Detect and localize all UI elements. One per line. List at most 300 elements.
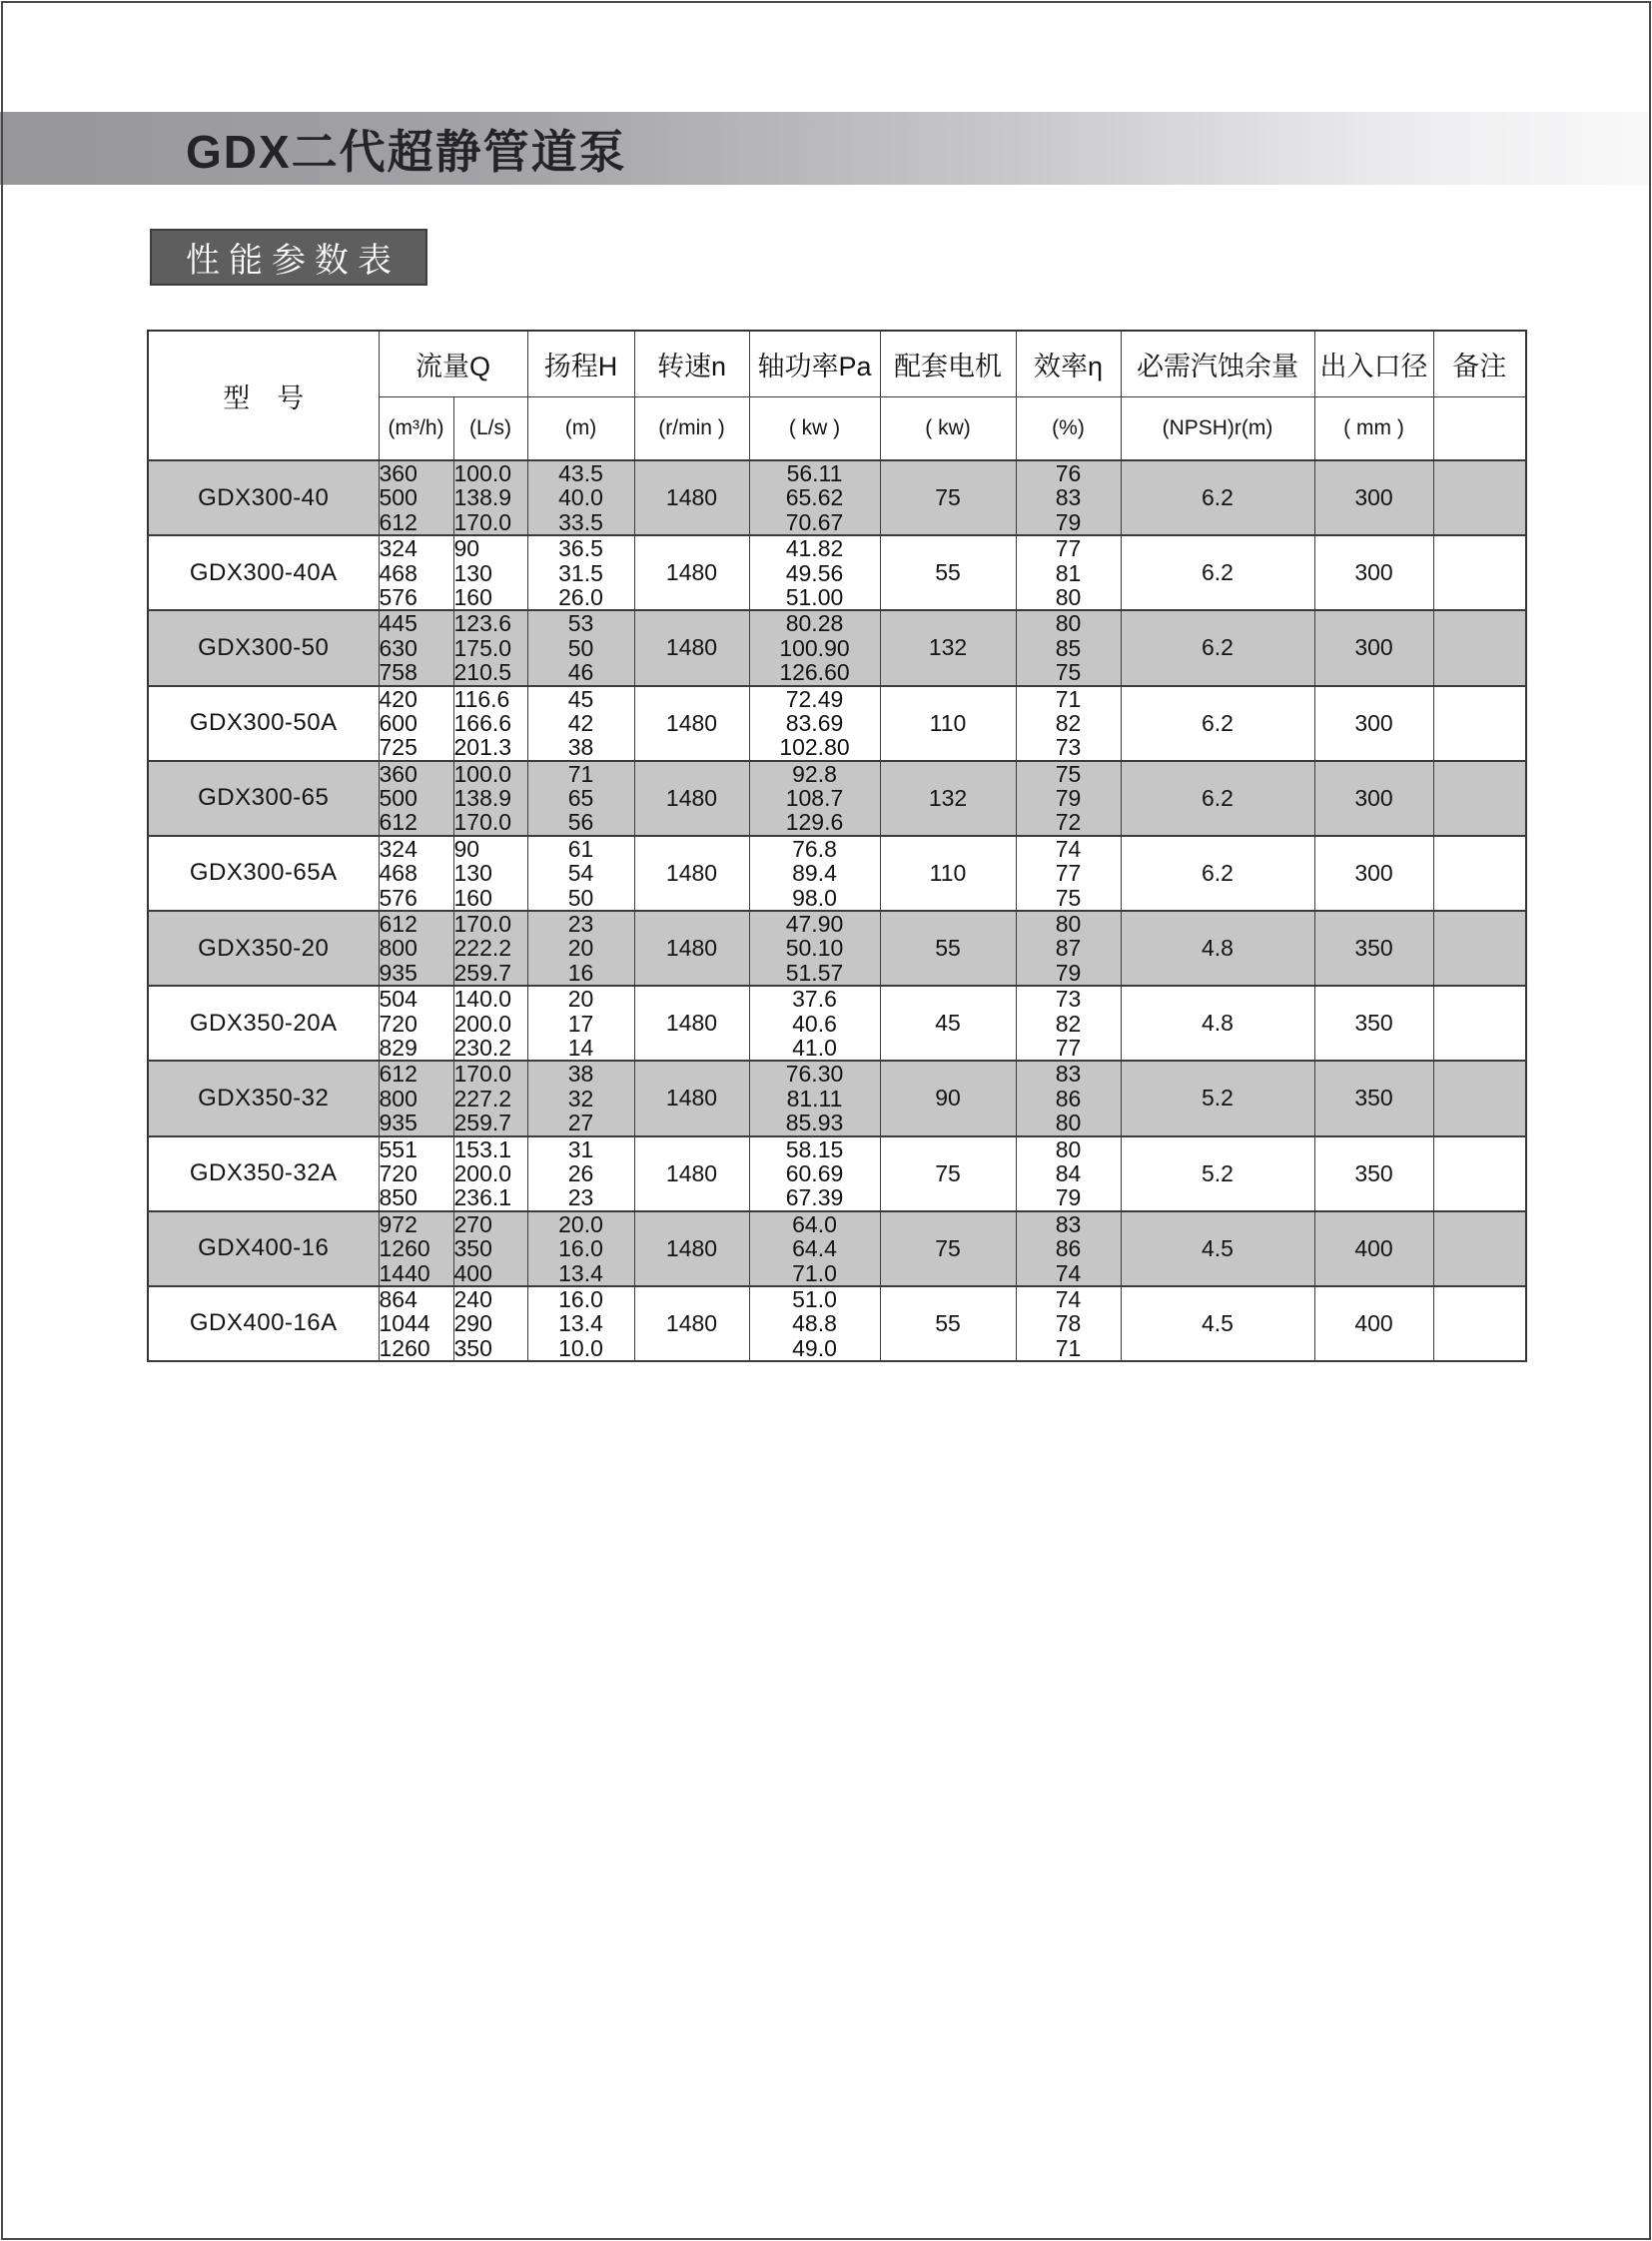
cell-value-line: 76 <box>1055 460 1082 486</box>
head-cell <box>527 911 634 986</box>
remark-cell <box>1433 686 1526 761</box>
unit-power: ( kw ) <box>749 396 880 460</box>
cell-value-line: 60.69 <box>785 1159 844 1186</box>
motor-cell: 45 <box>880 986 1016 1061</box>
table-row <box>148 836 1526 911</box>
diameter-cell: 300 <box>1314 761 1433 836</box>
cell-value-line: 576 <box>379 583 417 610</box>
cell-value-line: 83 <box>1055 1061 1082 1088</box>
cell-value-line: 935 <box>379 959 417 986</box>
flow-ls-cell <box>453 1136 527 1211</box>
npsh-cell: 4.8 <box>1121 911 1314 986</box>
cell-value-line: 236.1 <box>453 1184 512 1211</box>
section-label-text: 性能参数表 <box>186 242 401 280</box>
cell-value-line: 79 <box>1055 959 1082 986</box>
cell-value-line: 79 <box>1055 1184 1082 1211</box>
npsh-cell: 5.2 <box>1121 1061 1314 1135</box>
cell-value-line: 1260 <box>379 1334 430 1361</box>
cell-value-line: 116.6 <box>453 685 510 712</box>
speed-cell: 1480 <box>634 1136 749 1211</box>
cell-value-line: 222.2 <box>453 935 512 962</box>
cell-value-line: 468 <box>379 860 417 887</box>
remark-cell <box>1433 1136 1526 1211</box>
cell-value-line: 201.3 <box>453 734 512 761</box>
cell-value-line: 56.11 <box>786 460 843 486</box>
cell-value-line: 89.4 <box>792 860 837 887</box>
cell-value-line: 87 <box>1055 935 1082 962</box>
cell-value-line: 551 <box>379 1135 417 1162</box>
speed-cell: 1480 <box>634 836 749 911</box>
cell-value-line: 600 <box>379 709 417 736</box>
cell-value-line: 166.6 <box>453 709 512 736</box>
cell-value-line: 56 <box>567 809 594 836</box>
cell-value-line: 38 <box>567 1061 594 1088</box>
cell-value-line: 80.28 <box>785 610 844 637</box>
cell-value-line: 31.5 <box>558 559 603 586</box>
flow-m3h-cell <box>379 761 453 836</box>
efficiency-cell <box>1016 986 1121 1061</box>
remark-cell <box>1433 986 1526 1061</box>
flow-ls-cell <box>453 911 527 986</box>
model-cell: GDX300-40 <box>148 460 379 535</box>
diameter-cell: 400 <box>1314 1286 1433 1361</box>
diameter-cell: 300 <box>1314 686 1433 761</box>
diameter-cell: 350 <box>1314 986 1433 1061</box>
model-cell: GDX300-50A <box>148 686 379 761</box>
cell-value-line: 612 <box>379 809 417 836</box>
cell-value-line: 50 <box>567 884 594 911</box>
motor-cell: 90 <box>880 1061 1016 1135</box>
cell-value-line: 71 <box>567 760 594 787</box>
power-cell <box>749 535 880 610</box>
motor-cell: 55 <box>880 1286 1016 1361</box>
flow-m3h-cell <box>379 535 453 610</box>
cell-value-line: 80 <box>1055 583 1082 610</box>
head-cell <box>527 535 634 610</box>
unit-head: (m) <box>527 396 634 460</box>
motor-cell: 110 <box>880 836 1016 911</box>
cell-value-line: 504 <box>379 986 417 1013</box>
cell-value-line: 46 <box>567 659 594 686</box>
cell-value-line: 126.60 <box>779 659 850 686</box>
cell-value-line: 79 <box>1055 508 1082 535</box>
cell-value-line: 230.2 <box>453 1034 512 1061</box>
cell-value-line: 468 <box>379 559 417 586</box>
cell-value-line: 864 <box>379 1285 417 1312</box>
cell-value-line: 79 <box>1055 785 1082 812</box>
cell-value-line: 75 <box>1055 760 1082 787</box>
cell-value-line: 138.9 <box>453 484 512 511</box>
cell-value-line: 45 <box>567 685 594 712</box>
cell-value-line: 102.80 <box>779 734 850 761</box>
npsh-cell: 5.2 <box>1121 1136 1314 1211</box>
speed-cell: 1480 <box>634 986 749 1061</box>
cell-value-line: 58.15 <box>785 1135 844 1162</box>
cell-value-line: 500 <box>379 484 417 511</box>
power-cell <box>749 610 880 685</box>
cell-value-line: 829 <box>379 1034 417 1061</box>
flow-ls-cell <box>453 535 527 610</box>
cell-value-line: 16 <box>567 959 594 986</box>
speed-cell: 1480 <box>634 1286 749 1361</box>
cell-value-line: 83.69 <box>785 709 844 736</box>
flow-m3h-cell <box>379 836 453 911</box>
cell-value-line: 630 <box>379 634 417 661</box>
cell-value-line: 73 <box>1055 734 1082 761</box>
cell-value-line: 71 <box>1055 685 1082 712</box>
speed-cell: 1480 <box>634 761 749 836</box>
cell-value-line: 51.00 <box>785 583 844 610</box>
diameter-cell: 300 <box>1314 836 1433 911</box>
cell-value-line: 72 <box>1055 809 1082 836</box>
cell-value-line: 800 <box>379 1085 417 1112</box>
unit-npsh: (NPSH)r(m) <box>1121 396 1314 460</box>
cell-value-line: 31 <box>567 1135 594 1162</box>
flow-m3h-cell <box>379 986 453 1061</box>
flow-ls-cell <box>453 610 527 685</box>
col-header-motor: 配套电机 <box>880 331 1016 396</box>
efficiency-cell <box>1016 1061 1121 1135</box>
npsh-cell: 6.2 <box>1121 610 1314 685</box>
table-body <box>148 460 1526 1361</box>
cell-value-line: 445 <box>379 610 417 637</box>
cell-value-line: 800 <box>379 935 417 962</box>
cell-value-line: 270 <box>453 1210 492 1237</box>
cell-value-line: 972 <box>379 1210 417 1237</box>
motor-cell: 132 <box>880 610 1016 685</box>
speed-cell: 1480 <box>634 1061 749 1135</box>
head-cell <box>527 610 634 685</box>
cell-value-line: 400 <box>453 1259 492 1286</box>
flow-ls-cell <box>453 986 527 1061</box>
col-header-speed: 转速n <box>634 331 749 396</box>
cell-value-line: 51.57 <box>785 959 844 986</box>
unit-flow-ls: (L/s) <box>453 396 527 460</box>
efficiency-cell <box>1016 610 1121 685</box>
cell-value-line: 77 <box>1055 535 1082 562</box>
cell-value-line: 23 <box>567 911 594 938</box>
cell-value-line: 90 <box>453 835 480 862</box>
cell-value-line: 27 <box>567 1110 594 1136</box>
speed-cell: 1480 <box>634 1211 749 1286</box>
cell-value-line: 20 <box>567 986 594 1013</box>
speed-cell: 1480 <box>634 460 749 535</box>
power-cell <box>749 1136 880 1211</box>
col-header-model: 型 号 <box>148 331 379 460</box>
remark-cell <box>1433 836 1526 911</box>
page-title: GDX二代超静管道泵 <box>186 125 627 178</box>
flow-ls-cell <box>453 1211 527 1286</box>
power-cell <box>749 1211 880 1286</box>
head-cell <box>527 986 634 1061</box>
power-cell <box>749 1061 880 1135</box>
cell-value-line: 33.5 <box>558 508 603 535</box>
head-cell <box>527 460 634 535</box>
cell-value-line: 26 <box>567 1159 594 1186</box>
flow-ls-cell <box>453 460 527 535</box>
cell-value-line: 160 <box>453 583 492 610</box>
efficiency-cell <box>1016 1286 1121 1361</box>
table-row <box>148 460 1526 535</box>
col-header-power: 轴功率Pa <box>749 331 880 396</box>
cell-value-line: 108.7 <box>785 785 844 812</box>
cell-value-line: 130 <box>453 559 492 586</box>
diameter-cell: 300 <box>1314 460 1433 535</box>
head-cell <box>527 686 634 761</box>
cell-value-line: 130 <box>453 860 492 887</box>
cell-value-line: 1260 <box>379 1235 430 1262</box>
cell-value-line: 77 <box>1055 1034 1082 1061</box>
table-row <box>148 1061 1526 1135</box>
cell-value-line: 73 <box>1055 986 1082 1013</box>
power-cell <box>749 911 880 986</box>
cell-value-line: 86 <box>1055 1085 1082 1112</box>
cell-value-line: 259.7 <box>453 959 512 986</box>
npsh-cell: 6.2 <box>1121 460 1314 535</box>
cell-value-line: 74 <box>1055 1285 1082 1312</box>
cell-value-line: 10.0 <box>558 1334 603 1361</box>
diameter-cell: 350 <box>1314 911 1433 986</box>
cell-value-line: 53 <box>567 610 594 637</box>
cell-value-line: 65.62 <box>785 484 844 511</box>
efficiency-cell <box>1016 911 1121 986</box>
header-row-labels <box>148 331 1526 396</box>
unit-remark <box>1433 396 1526 460</box>
cell-value-line: 17 <box>567 1010 594 1037</box>
motor-cell: 55 <box>880 911 1016 986</box>
diameter-cell: 350 <box>1314 1136 1433 1211</box>
efficiency-cell <box>1016 836 1121 911</box>
col-header-npsh: 必需汽蚀余量 <box>1121 331 1314 396</box>
cell-value-line: 350 <box>453 1235 492 1262</box>
cell-value-line: 81.11 <box>786 1085 843 1112</box>
table-row <box>148 1286 1526 1361</box>
motor-cell: 75 <box>880 460 1016 535</box>
remark-cell <box>1433 1286 1526 1361</box>
cell-value-line: 41.82 <box>785 535 844 562</box>
model-cell: GDX350-20 <box>148 911 379 986</box>
cell-value-line: 77 <box>1055 860 1082 887</box>
cell-value-line: 78 <box>1055 1310 1082 1337</box>
efficiency-cell <box>1016 1136 1121 1211</box>
npsh-cell: 6.2 <box>1121 686 1314 761</box>
unit-efficiency: (%) <box>1016 396 1121 460</box>
cell-value-line: 43.5 <box>558 460 603 486</box>
cell-value-line: 81 <box>1055 559 1082 586</box>
cell-value-line: 82 <box>1055 1010 1082 1037</box>
cell-value-line: 16.0 <box>558 1235 603 1262</box>
cell-value-line: 227.2 <box>453 1085 512 1112</box>
cell-value-line: 200.0 <box>453 1159 512 1186</box>
diameter-cell: 350 <box>1314 1061 1433 1135</box>
cell-value-line: 47.90 <box>785 911 844 938</box>
speed-cell: 1480 <box>634 911 749 986</box>
remark-cell <box>1433 460 1526 535</box>
cell-value-line: 85.93 <box>785 1110 844 1136</box>
cell-value-line: 1044 <box>379 1310 430 1337</box>
performance-parameter-table <box>147 330 1527 1362</box>
cell-value-line: 240 <box>453 1285 492 1312</box>
flow-m3h-cell <box>379 911 453 986</box>
flow-m3h-cell <box>379 686 453 761</box>
cell-value-line: 42 <box>567 709 594 736</box>
cell-value-line: 40.0 <box>558 484 603 511</box>
cell-value-line: 13.4 <box>558 1259 603 1286</box>
cell-value-line: 76.30 <box>785 1061 844 1088</box>
cell-value-line: 61 <box>567 835 594 862</box>
cell-value-line: 324 <box>379 535 417 562</box>
motor-cell: 75 <box>880 1211 1016 1286</box>
cell-value-line: 64.4 <box>792 1235 837 1262</box>
cell-value-line: 76.8 <box>792 835 837 862</box>
cell-value-line: 350 <box>453 1334 492 1361</box>
cell-value-line: 74 <box>1055 1259 1082 1286</box>
efficiency-cell <box>1016 761 1121 836</box>
model-cell: GDX350-32 <box>148 1061 379 1135</box>
motor-cell: 132 <box>880 761 1016 836</box>
cell-value-line: 140.0 <box>453 986 512 1013</box>
remark-cell <box>1433 911 1526 986</box>
efficiency-cell <box>1016 686 1121 761</box>
cell-value-line: 83 <box>1055 1210 1082 1237</box>
cell-value-line: 75 <box>1055 659 1082 686</box>
speed-cell: 1480 <box>634 686 749 761</box>
cell-value-line: 100.90 <box>779 634 850 661</box>
cell-value-line: 40.6 <box>792 1010 837 1037</box>
col-header-efficiency: 效率η <box>1016 331 1121 396</box>
model-cell: GDX300-50 <box>148 610 379 685</box>
cell-value-line: 41.0 <box>792 1034 837 1061</box>
table-row <box>148 911 1526 986</box>
power-cell <box>749 836 880 911</box>
cell-value-line: 37.6 <box>792 986 837 1013</box>
head-cell <box>527 1136 634 1211</box>
cell-value-line: 49.0 <box>792 1334 837 1361</box>
cell-value-line: 100.0 <box>453 460 512 486</box>
remark-cell <box>1433 610 1526 685</box>
cell-value-line: 259.7 <box>453 1110 512 1136</box>
diameter-cell: 400 <box>1314 1211 1433 1286</box>
cell-value-line: 290 <box>453 1310 492 1337</box>
cell-value-line: 74 <box>1055 835 1082 862</box>
cell-value-line: 48.8 <box>792 1310 837 1337</box>
cell-value-line: 360 <box>379 460 417 486</box>
remark-cell <box>1433 1211 1526 1286</box>
flow-m3h-cell <box>379 1061 453 1135</box>
cell-value-line: 360 <box>379 760 417 787</box>
cell-value-line: 20.0 <box>558 1210 603 1237</box>
cell-value-line: 935 <box>379 1110 417 1136</box>
npsh-cell: 6.2 <box>1121 535 1314 610</box>
npsh-cell: 4.5 <box>1121 1286 1314 1361</box>
npsh-cell: 6.2 <box>1121 836 1314 911</box>
cell-value-line: 20 <box>567 935 594 962</box>
cell-value-line: 13.4 <box>558 1310 603 1337</box>
cell-value-line: 160 <box>453 884 492 911</box>
flow-ls-cell <box>453 1286 527 1361</box>
cell-value-line: 80 <box>1055 610 1082 637</box>
cell-value-line: 758 <box>379 659 417 686</box>
remark-cell <box>1433 1061 1526 1135</box>
table-row <box>148 1136 1526 1211</box>
cell-value-line: 72.49 <box>785 685 844 712</box>
table-row <box>148 610 1526 685</box>
power-cell <box>749 1286 880 1361</box>
motor-cell: 55 <box>880 535 1016 610</box>
unit-flow-m3h: (m³/h) <box>379 396 453 460</box>
cell-value-line: 420 <box>379 685 417 712</box>
head-cell <box>527 1061 634 1135</box>
cell-value-line: 83 <box>1055 484 1082 511</box>
cell-value-line: 50.10 <box>785 935 844 962</box>
model-cell: GDX300-65A <box>148 836 379 911</box>
cell-value-line: 71.0 <box>792 1259 837 1286</box>
power-cell <box>749 460 880 535</box>
cell-value-line: 38 <box>567 734 594 761</box>
cell-value-line: 80 <box>1055 1135 1082 1162</box>
col-header-head: 扬程H <box>527 331 634 396</box>
cell-value-line: 71 <box>1055 1334 1082 1361</box>
col-header-diameter: 出入口径 <box>1314 331 1433 396</box>
diameter-cell: 300 <box>1314 535 1433 610</box>
cell-value-line: 54 <box>567 860 594 887</box>
cell-value-line: 51.0 <box>792 1285 837 1312</box>
npsh-cell: 4.8 <box>1121 986 1314 1061</box>
cell-value-line: 720 <box>379 1159 417 1186</box>
cell-value-line: 170.0 <box>453 1061 512 1088</box>
power-cell <box>749 686 880 761</box>
power-cell <box>749 986 880 1061</box>
title-band <box>0 112 1652 185</box>
cell-value-line: 49.56 <box>785 559 844 586</box>
flow-m3h-cell <box>379 1286 453 1361</box>
head-cell <box>527 1286 634 1361</box>
table-row <box>148 986 1526 1061</box>
flow-ls-cell <box>453 686 527 761</box>
cell-value-line: 612 <box>379 1061 417 1088</box>
unit-diameter: ( mm ) <box>1314 396 1433 460</box>
table-row <box>148 686 1526 761</box>
table-row <box>148 1211 1526 1286</box>
cell-value-line: 324 <box>379 835 417 862</box>
flow-m3h-cell <box>379 1136 453 1211</box>
cell-value-line: 170.0 <box>453 911 512 938</box>
cell-value-line: 500 <box>379 785 417 812</box>
cell-value-line: 90 <box>453 535 480 562</box>
col-header-flow: 流量Q <box>379 331 527 396</box>
cell-value-line: 153.1 <box>453 1135 512 1162</box>
table-row <box>148 535 1526 610</box>
cell-value-line: 84 <box>1055 1159 1082 1186</box>
remark-cell <box>1433 761 1526 836</box>
flow-ls-cell <box>453 836 527 911</box>
efficiency-cell <box>1016 535 1121 610</box>
cell-value-line: 200.0 <box>453 1010 512 1037</box>
cell-value-line: 138.9 <box>453 785 512 812</box>
cell-value-line: 32 <box>567 1085 594 1112</box>
cell-value-line: 85 <box>1055 634 1082 661</box>
cell-value-line: 14 <box>567 1034 594 1061</box>
table-row <box>148 761 1526 836</box>
flow-m3h-cell <box>379 610 453 685</box>
flow-m3h-cell <box>379 460 453 535</box>
cell-value-line: 80 <box>1055 1110 1082 1136</box>
cell-value-line: 170.0 <box>453 809 512 836</box>
speed-cell: 1480 <box>634 610 749 685</box>
model-cell: GDX400-16 <box>148 1211 379 1286</box>
cell-value-line: 65 <box>567 785 594 812</box>
cell-value-line: 70.67 <box>785 508 844 535</box>
